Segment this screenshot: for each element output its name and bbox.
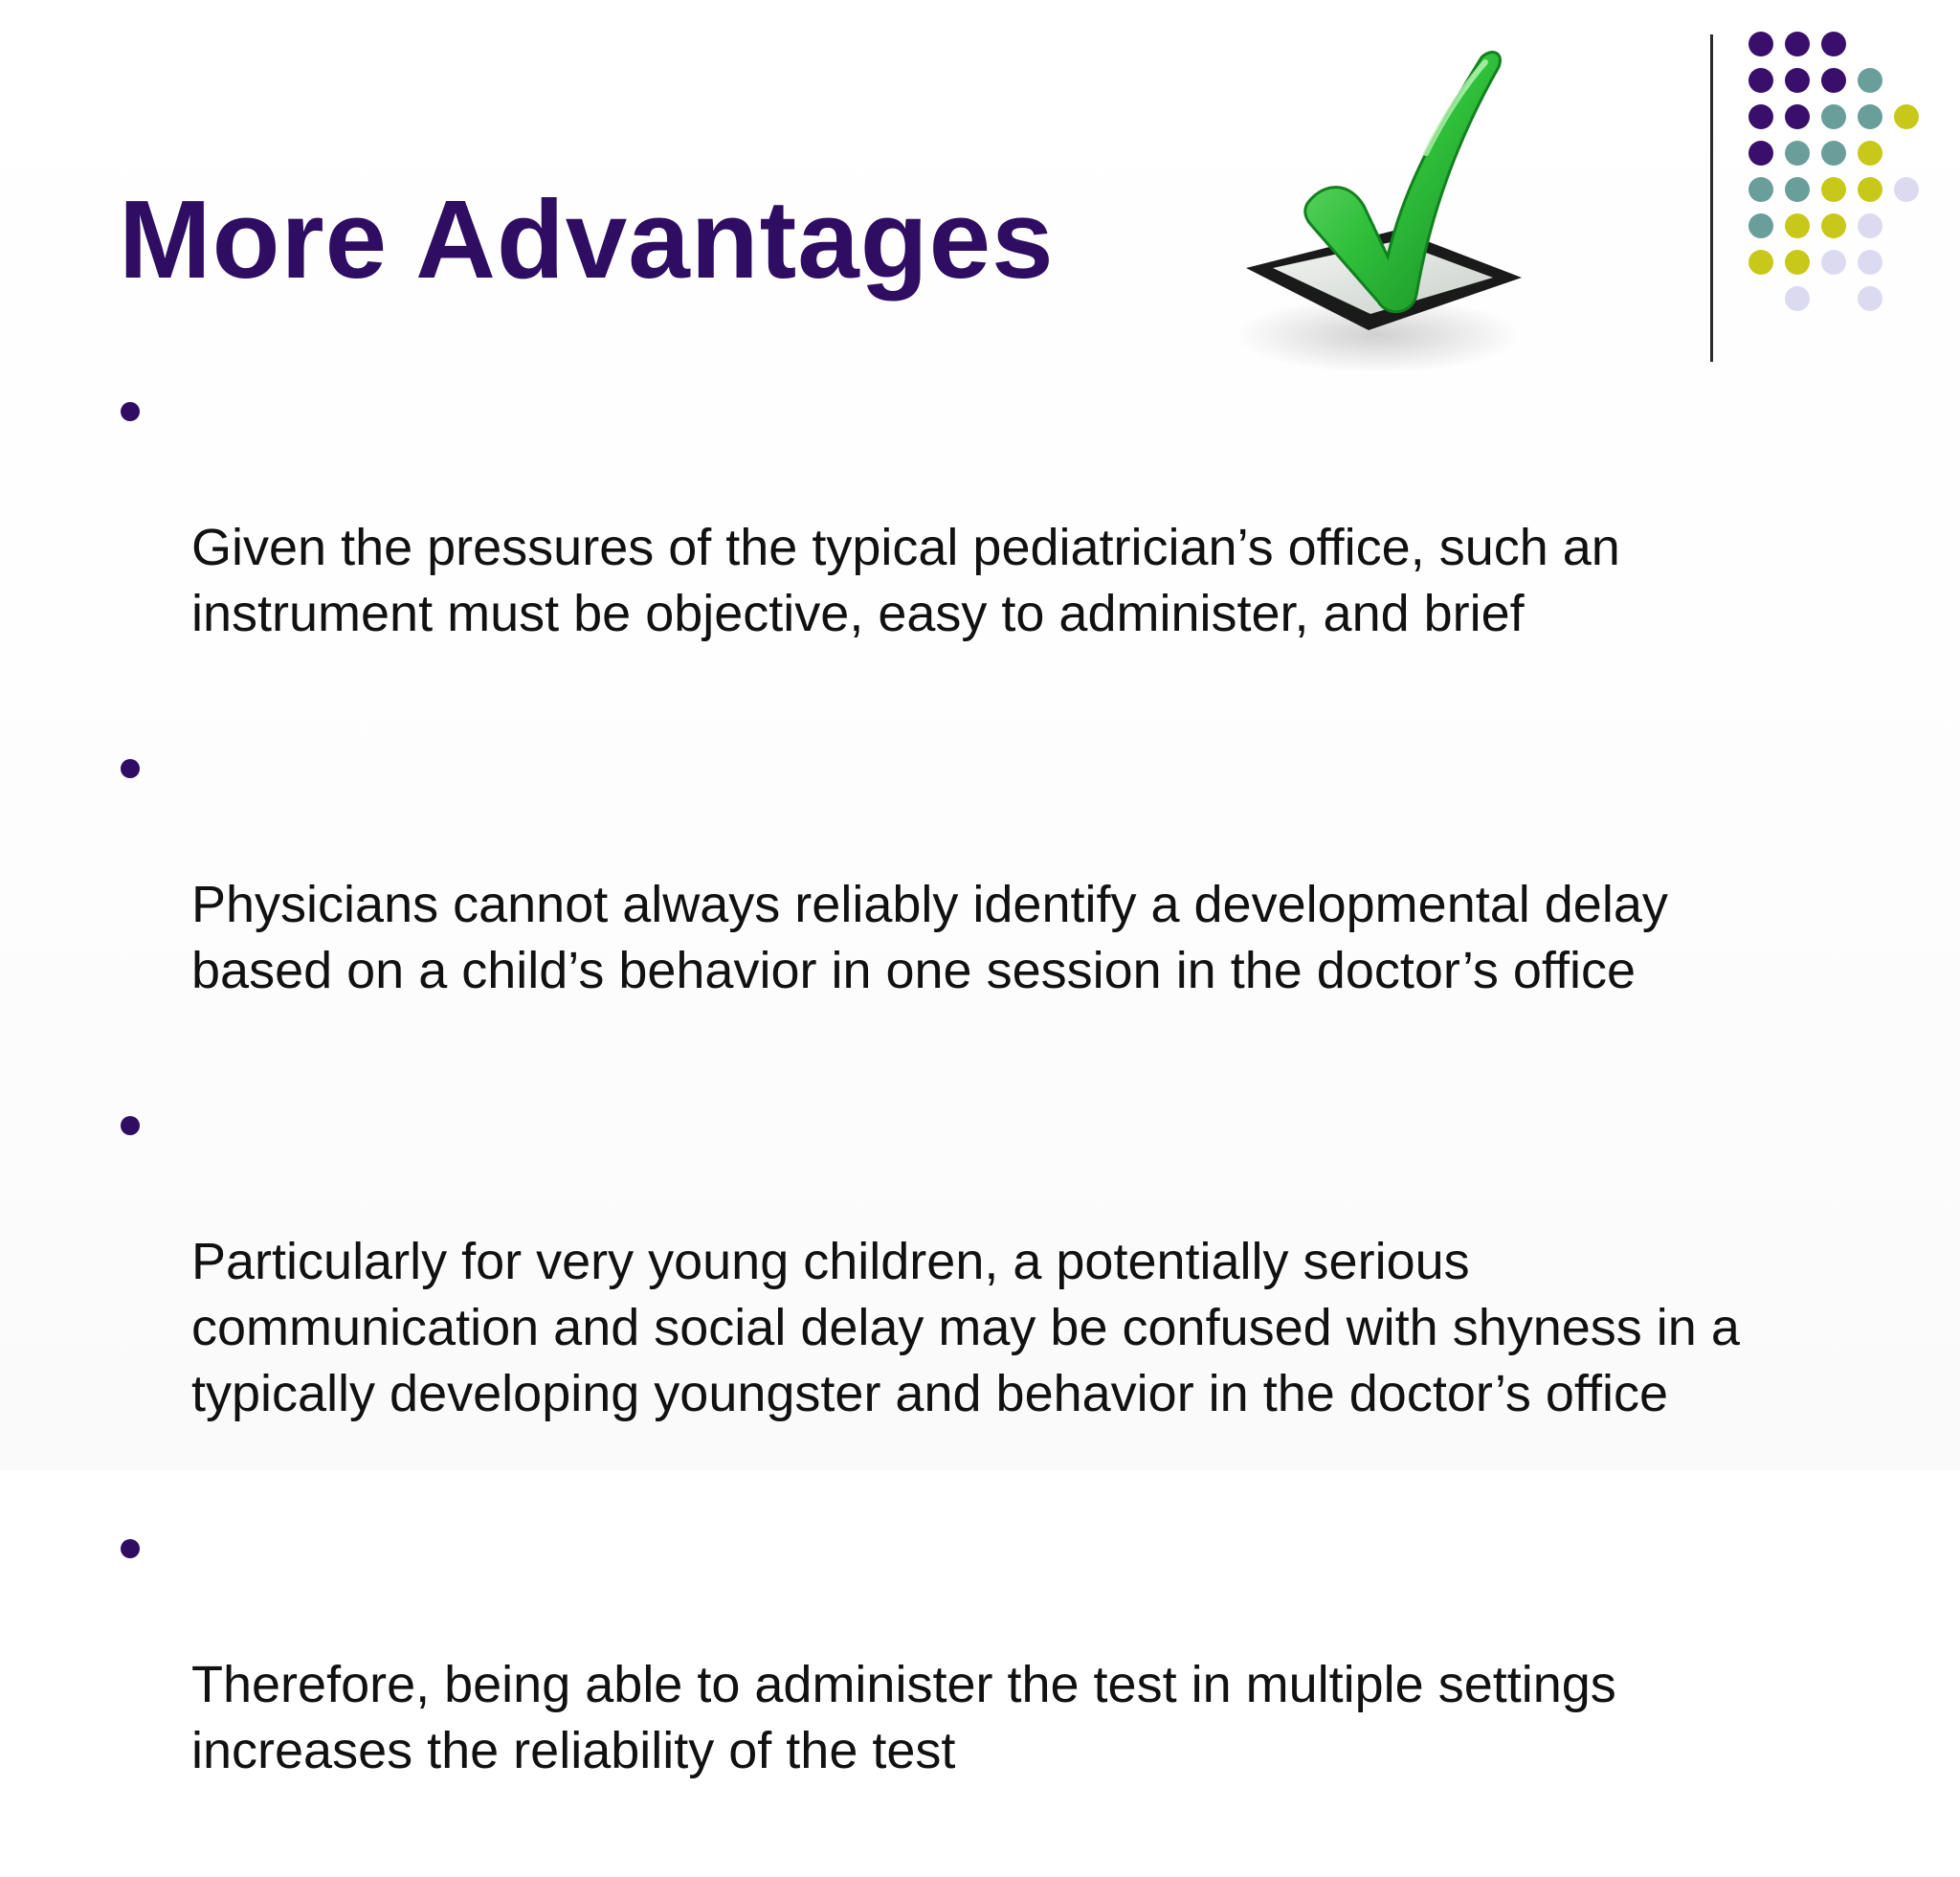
decorative-dot — [1785, 250, 1810, 275]
decorative-dot — [1785, 68, 1810, 93]
decorative-dot — [1785, 104, 1810, 129]
decorative-dot — [1821, 213, 1846, 238]
bullet-item — [115, 1520, 1857, 1784]
decorative-dot — [1858, 104, 1882, 129]
decorative-dot — [1821, 68, 1846, 93]
bullet-item — [115, 740, 1857, 1004]
decorative-dot — [1748, 104, 1773, 129]
decorative-dot — [1785, 141, 1810, 166]
decorative-dot — [1858, 213, 1882, 238]
decorative-dot — [1821, 250, 1846, 275]
decorative-dot — [1748, 213, 1773, 238]
bullet-item — [115, 1097, 1857, 1427]
decorative-dot — [1785, 32, 1810, 56]
checkmark-in-box-icon — [1235, 38, 1541, 383]
decorative-dot — [1858, 286, 1882, 311]
decorative-dot — [1858, 250, 1882, 275]
bullet-marker — [121, 402, 140, 421]
decorative-dot — [1748, 32, 1773, 56]
decorative-dot — [1748, 141, 1773, 166]
decorative-dot-grid — [1742, 29, 1952, 325]
bullet-text: Particularly for very young children, a potentially serious communication and social delay may be confused with shyness in a typically developing youngster and behavior in the doctor’s office — [191, 1233, 1740, 1422]
decorative-dot — [1858, 68, 1882, 93]
bullet-list — [115, 383, 1857, 1877]
bullet-item — [115, 383, 1857, 647]
bullet-marker — [121, 1116, 140, 1135]
decorative-dot — [1821, 141, 1846, 166]
decorative-dot — [1785, 177, 1810, 202]
bullet-text: Therefore, being able to administer the test in multiple settings increases the reliability of the test — [191, 1656, 1616, 1779]
decorative-dot — [1748, 68, 1773, 93]
decorative-dot — [1785, 213, 1810, 238]
decorative-dot — [1748, 250, 1773, 275]
bullet-marker — [121, 759, 140, 778]
decorative-dot — [1821, 32, 1846, 56]
decorative-dot — [1748, 177, 1773, 202]
decorative-dot — [1785, 286, 1810, 311]
decorative-dot — [1894, 177, 1919, 202]
decorative-dot — [1858, 141, 1882, 166]
decorative-dot — [1821, 177, 1846, 202]
decorative-dot — [1858, 177, 1882, 202]
decorative-dot — [1821, 104, 1846, 129]
bullet-marker — [121, 1539, 140, 1558]
vertical-divider-line — [1710, 34, 1713, 362]
decorative-dot — [1894, 104, 1919, 129]
slide-title: More Advantages — [119, 177, 1055, 302]
bullet-text: Physicians cannot always reliably identify a developmental delay based on a child’s behavior in one session in the doctor’s office — [191, 876, 1668, 999]
bullet-text: Given the pressures of the typical pediatrician’s office, such an instrument must be objective, easy to administer, and brief — [191, 519, 1620, 642]
